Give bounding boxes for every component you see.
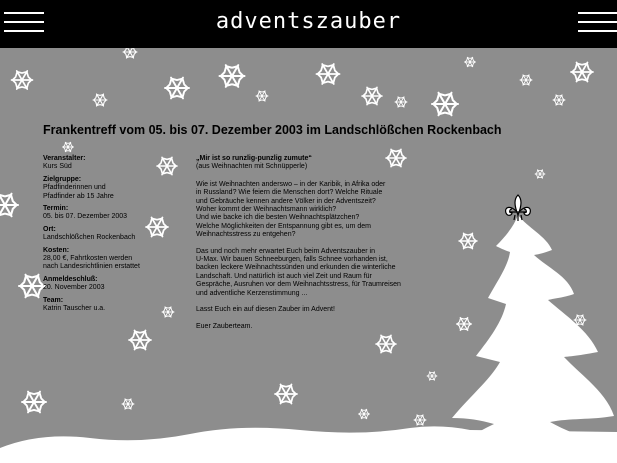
detail-date	[43, 205, 193, 222]
detail-value: Landschlößchen Rockenbach	[43, 234, 136, 242]
detail-value: 05. bis 07. Dezember 2003	[43, 213, 128, 221]
scout-lily-icon	[506, 195, 531, 221]
detail-registration-deadline	[43, 276, 193, 293]
detail-label: Termin:	[43, 205, 69, 213]
detail-value: Katrin Tauscher u.a.	[43, 305, 106, 313]
intro-quote: „Mir ist so runzlig-punzlig zumute“	[196, 155, 312, 162]
detail-label: Veranstalter:	[43, 155, 86, 162]
detail-value: 20. November 2003	[43, 284, 105, 292]
intro-source: (aus Weihnachten mit Schnüpperle)	[196, 163, 308, 171]
header-bar	[0, 0, 617, 48]
detail-label: Ort:	[43, 225, 56, 233]
description-paragraph: Das und noch mehr erwartet Euch beim Adventszauber in U-Max. Wir bauen Schneeburgen, falls Schnee vorhanden ist, backen leckere Weihnachtssünden und erkunden die winterliche Landschaft. Und natürlich ist auch viel Zeit und Raum für Gespräche, Ausruhen vor dem Weihnachtsstress, für Traumreisen und adventliche Kerzenstimmung ...	[196, 247, 401, 297]
detail-label: Anmeldeschluß:	[43, 275, 98, 283]
detail-value: Kurs Süd	[43, 163, 72, 171]
hamburger-menu-icon[interactable]	[578, 10, 617, 34]
detail-label: Team:	[43, 296, 64, 304]
detail-value: Pfadfinderinnen und Pfadfinder ab 15 Jahre	[43, 184, 114, 200]
snowy-fir-tree	[452, 215, 614, 450]
detail-costs	[43, 247, 193, 272]
detail-label: Zielgruppe:	[43, 175, 82, 183]
detail-location	[43, 226, 193, 243]
signature: Euer Zauberteam.	[196, 322, 253, 330]
event-description	[196, 155, 444, 339]
detail-team	[43, 297, 193, 314]
event-headline: Frankentreff vom 05. bis 07. Dezember 2003 im Landschlößchen Rockenbach	[43, 123, 502, 137]
description-paragraph: Wie ist Weihnachten anderswo – in der Karibik, in Afrika oder in Russland? Wie feiern die Menschen dort? Welche Rituale und Gebräuche kennen andere Völker in der Adventszeit? Woher kommt der Weihnachtsmann wirklich? Und wie backe ich die besten Weihnachtsplätzchen? Welche Möglichkeiten der Entspannung gibt es, um dem Weihnachtsstress zu entgehen?	[196, 180, 386, 239]
event-details	[43, 155, 193, 318]
detail-label: Kosten:	[43, 246, 70, 254]
detail-target-group	[43, 176, 193, 201]
intro-block	[196, 155, 444, 172]
detail-value: 28,00 €, Fahrtkosten werden nach Landesrichtlinien erstattet	[43, 255, 140, 271]
site-title: adventszauber	[215, 9, 402, 34]
detail-organizer	[43, 155, 193, 172]
description-paragraph: Lasst Euch ein auf diesen Zauber im Advent!	[196, 306, 335, 314]
